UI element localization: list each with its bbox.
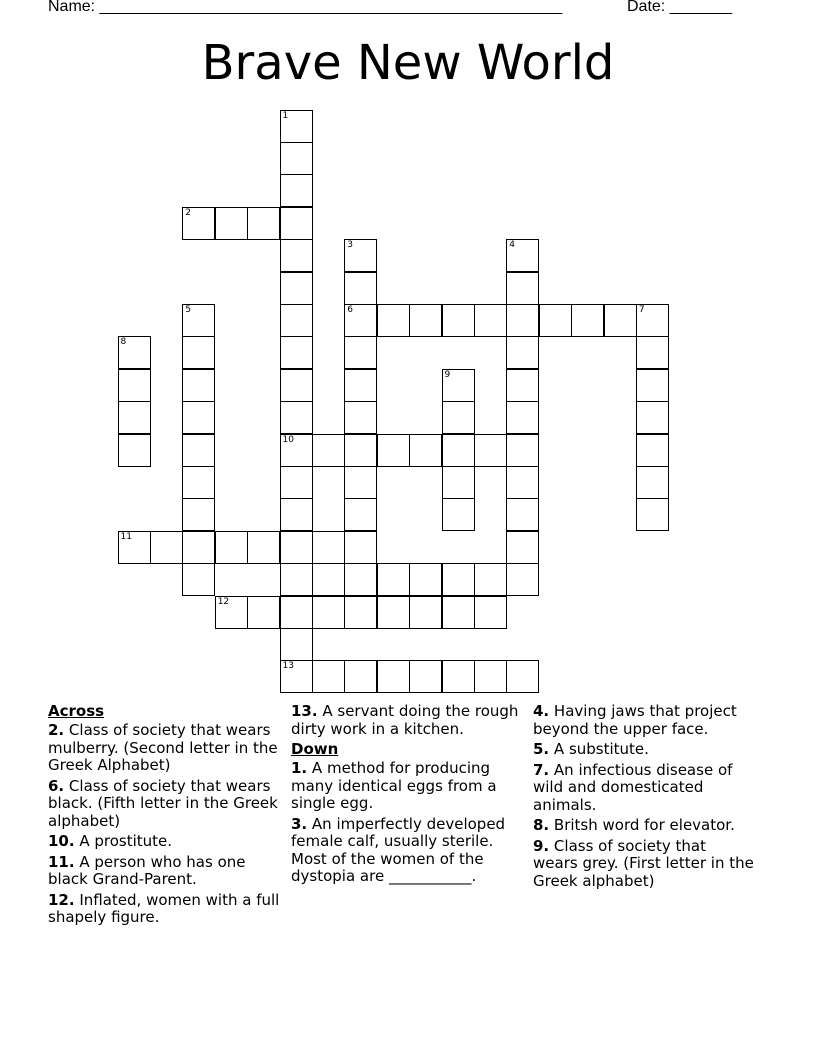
grid-cell[interactable] (636, 304, 669, 337)
grid-cell[interactable] (118, 336, 151, 369)
across-clue-13: 13. A servant doing the rough dirty work in a kitchen. (291, 702, 519, 738)
grid-cell[interactable] (377, 434, 410, 467)
grid-cell[interactable] (312, 660, 345, 693)
grid-cell[interactable] (377, 596, 410, 629)
grid-cell[interactable] (344, 498, 377, 531)
down-clue-4: 4. Having jaws that project beyond the upper face. (533, 702, 737, 738)
down-clue-1: 1. A method for producing many identical eggs from a single egg. (291, 759, 497, 812)
grid-cell[interactable] (312, 596, 345, 629)
grid-cell[interactable] (182, 563, 215, 596)
clue-number: 12 (217, 596, 230, 607)
grid-cell[interactable] (280, 304, 313, 337)
grid-cell[interactable] (215, 207, 248, 240)
clue-number: 3 (347, 240, 354, 251)
grid-cell[interactable] (344, 563, 377, 596)
grid-cell[interactable] (280, 142, 313, 175)
grid-cell[interactable] (215, 596, 248, 629)
grid-cell[interactable] (344, 596, 377, 629)
grid-cell[interactable] (182, 369, 215, 402)
clue-number: 5 (185, 304, 192, 315)
clues-column-2 (291, 703, 521, 889)
across-clue-11: 11. A person who has one black Grand-Parent. (48, 852, 246, 888)
grid-cell[interactable] (182, 401, 215, 434)
grid-cell[interactable] (182, 434, 215, 467)
grid-cell[interactable] (474, 434, 507, 467)
grid-cell[interactable] (571, 304, 604, 337)
grid-cell[interactable] (377, 660, 410, 693)
grid-cell[interactable] (280, 531, 313, 564)
grid-cell[interactable] (506, 660, 539, 693)
grid-cell[interactable] (636, 466, 669, 499)
grid-cell[interactable] (409, 434, 442, 467)
clues-column-1 (48, 703, 280, 930)
grid-cell[interactable] (442, 304, 475, 337)
grid-cell[interactable] (506, 401, 539, 434)
grid-cell[interactable] (344, 401, 377, 434)
grid-cell[interactable] (474, 304, 507, 337)
grid-cell[interactable] (377, 563, 410, 596)
grid-cell[interactable] (636, 434, 669, 467)
grid-cell[interactable] (442, 498, 475, 531)
grid-cell[interactable] (344, 369, 377, 402)
grid-cell[interactable] (280, 466, 313, 499)
grid-cell[interactable] (506, 531, 539, 564)
grid-cell[interactable] (118, 434, 151, 467)
grid-cell[interactable] (312, 531, 345, 564)
grid-cell[interactable] (442, 401, 475, 434)
grid-cell[interactable] (442, 660, 475, 693)
grid-cell[interactable] (118, 531, 151, 564)
clue-number: 8 (120, 337, 127, 348)
grid-cell[interactable] (280, 272, 313, 305)
grid-cell[interactable] (474, 563, 507, 596)
clue-number: 4 (509, 240, 516, 251)
grid-cell[interactable] (280, 434, 313, 467)
clue-number: 2 (185, 207, 192, 218)
grid-cell[interactable] (409, 596, 442, 629)
grid-cell[interactable] (247, 207, 280, 240)
grid-cell[interactable] (506, 466, 539, 499)
grid-cell[interactable] (247, 596, 280, 629)
grid-cell[interactable] (280, 660, 313, 693)
grid-cell[interactable] (506, 498, 539, 531)
clue-number: 10 (282, 434, 294, 445)
grid-cell[interactable] (280, 498, 313, 531)
grid-cell[interactable] (442, 434, 475, 467)
grid-cell[interactable] (150, 531, 183, 564)
clue-number: 13 (282, 661, 294, 672)
clue-number: 1 (282, 110, 289, 121)
grid-cell[interactable] (280, 628, 313, 661)
page-title: Brave New World (201, 35, 615, 91)
clue-number: 9 (444, 369, 451, 380)
grid-cell[interactable] (474, 660, 507, 693)
grid-cell[interactable] (280, 174, 313, 207)
grid-cell[interactable] (182, 304, 215, 337)
grid-cell[interactable] (474, 596, 507, 629)
grid-cell[interactable] (506, 369, 539, 402)
down-clue-5: 5. A substitute. (533, 740, 649, 758)
grid-cell[interactable] (344, 304, 377, 337)
grid-cell[interactable] (604, 304, 637, 337)
across-clue-12: 12. Inflated, women with a full shapely figure. (48, 890, 280, 926)
grid-cell[interactable] (506, 336, 539, 369)
grid-cell[interactable] (636, 336, 669, 369)
grid-cell[interactable] (280, 369, 313, 402)
grid-cell[interactable] (182, 207, 215, 240)
grid-cell[interactable] (409, 563, 442, 596)
grid-cell[interactable] (280, 336, 313, 369)
grid-cell[interactable] (409, 304, 442, 337)
grid-cell[interactable] (344, 466, 377, 499)
grid-cell[interactable] (280, 207, 313, 240)
grid-cell[interactable] (442, 466, 475, 499)
clue-number: 11 (120, 531, 132, 542)
grid-cell[interactable] (344, 531, 377, 564)
grid-cell[interactable] (215, 531, 248, 564)
across-clue-10: 10. A prostitute. (48, 832, 173, 850)
down-heading: Down (291, 740, 339, 758)
grid-cell[interactable] (442, 369, 475, 402)
grid-cell[interactable] (636, 369, 669, 402)
grid-cell[interactable] (280, 401, 313, 434)
grid-cell[interactable] (344, 336, 377, 369)
name-field-label[interactable]: Name: ____________________________________________________ (48, 0, 563, 15)
grid-cell[interactable] (182, 531, 215, 564)
down-clue-3: 3. An imperfectly developed female calf, usually sterile. Most of the women of the dystopia are ___________. (291, 814, 506, 885)
down-clue-8: 8. Britsh word for elevator. (533, 816, 735, 834)
down-clue-9: 9. Class of society that wears grey. (First letter in the Greek alphabet) (533, 836, 754, 890)
grid-cell[interactable] (182, 466, 215, 499)
grid-cell[interactable] (280, 239, 313, 272)
grid-cell[interactable] (506, 434, 539, 467)
grid-cell[interactable] (247, 531, 280, 564)
grid-cell[interactable] (118, 369, 151, 402)
grid-cell[interactable] (539, 304, 572, 337)
grid-cell[interactable] (409, 660, 442, 693)
grid-cell[interactable] (312, 563, 345, 596)
across-clue-6: 6. Class of society that wears black. (Fifth letter in the Greek alphabet) (48, 776, 278, 830)
grid-cell[interactable] (506, 304, 539, 337)
grid-cell[interactable] (442, 596, 475, 629)
grid-cell[interactable] (344, 434, 377, 467)
grid-cell[interactable] (344, 660, 377, 693)
clues-column-3 (533, 703, 755, 893)
grid-cell[interactable] (280, 563, 313, 596)
grid-cell[interactable] (182, 336, 215, 369)
grid-cell[interactable] (312, 434, 345, 467)
grid-cell[interactable] (506, 563, 539, 596)
grid-cell[interactable] (344, 272, 377, 305)
date-field-label[interactable]: Date: _______ (627, 0, 732, 15)
grid-cell[interactable] (506, 272, 539, 305)
grid-cell[interactable] (442, 563, 475, 596)
grid-cell[interactable] (280, 110, 313, 143)
grid-cell[interactable] (636, 401, 669, 434)
grid-cell[interactable] (118, 401, 151, 434)
grid-cell[interactable] (636, 498, 669, 531)
clue-number: 6 (347, 304, 354, 315)
grid-cell[interactable] (280, 596, 313, 629)
grid-cell[interactable] (506, 239, 539, 272)
across-heading: Across (48, 702, 105, 720)
down-clue-7: 7. An infectious disease of wild and domesticated animals. (533, 760, 733, 814)
clue-number: 7 (638, 304, 645, 315)
grid-cell[interactable] (344, 239, 377, 272)
grid-cell[interactable] (377, 304, 410, 337)
across-clue-2: 2. Class of society that wears mulberry. (Second letter in the Greek Alphabet) (48, 721, 278, 774)
grid-cell[interactable] (182, 498, 215, 531)
